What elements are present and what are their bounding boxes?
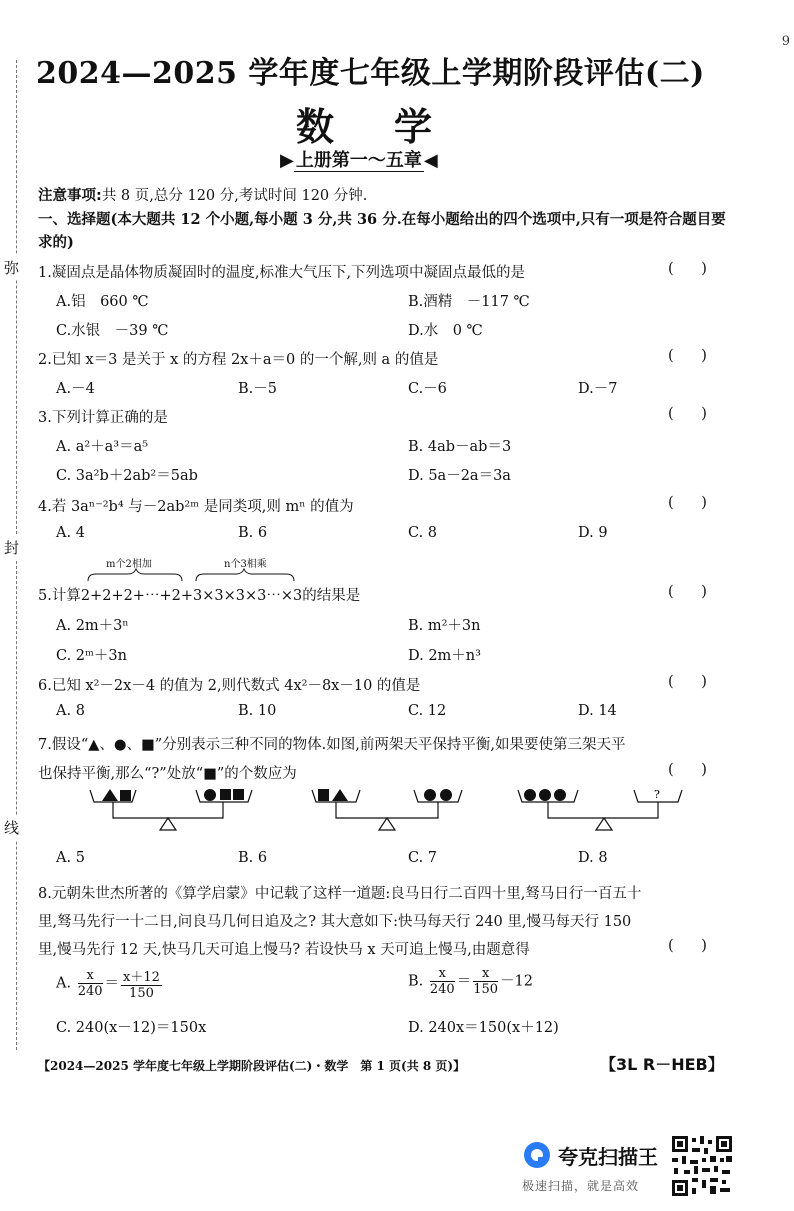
chapter-text: 上册第一～五章 (295, 150, 422, 171)
page-footer: 【2024—2025 学年度七年级上学期阶段评估(二)・数学 第 1 页(共 8 页)】 (38, 1059, 466, 1073)
q1-option-c: C.水银 －39 ℃ (56, 323, 169, 339)
q1-answer-bracket[interactable]: ( ) (668, 261, 707, 277)
notice (38, 184, 367, 205)
fraction: $\frac{x}{240}$ (77, 968, 103, 999)
q7-option-d: D. 8 (578, 850, 608, 866)
scanner-brand: 夸克扫描王 (558, 1145, 658, 1169)
q8-line1: 8.元朝朱世杰所著的《算学启蒙》中记载了这样一道题:良马日行二百四十里,驽马日行一百五十 (38, 886, 642, 902)
q6-option-a: A. 8 (56, 703, 85, 719)
page-corner-number: 9 (781, 34, 790, 49)
scanner-logo-icon (522, 1140, 552, 1170)
q1-stem: 1.凝固点是晶体物质凝固时的温度,标准大气压下,下列选项中凝固点最低的是 (38, 265, 526, 281)
triangle-icon (102, 789, 118, 801)
square-icon (120, 790, 131, 801)
q8-option-c: C. 240(x－12)＝150x (56, 1020, 207, 1036)
q5-option-b: B. m²＋3n (408, 618, 481, 634)
circle-icon (424, 789, 436, 801)
q1-option-d: D.水 0 ℃ (408, 323, 483, 339)
q5-option-d: D. 2m＋n³ (408, 648, 481, 664)
q5-stem: 5.计算2+2+2+⋯+2+3×3×3×3⋯×3的结果是 (38, 588, 361, 604)
q7-option-b: B. 6 (238, 850, 268, 866)
square-icon (220, 789, 231, 800)
square-icon (318, 789, 329, 801)
notice-label: 注意事项: (38, 188, 102, 204)
fraction: $\frac{x}{240}$ (429, 966, 455, 997)
q5-answer-bracket[interactable]: ( ) (668, 584, 707, 600)
section-heading: 一、选择题(本大题共 12 个小题,每小题 3 分,共 36 分.在每小题给出的四个选项中,只有一项是符合题目要求的) (38, 211, 726, 251)
q4-stem: 4.若 3aⁿ⁻²b⁴ 与－2ab²ᵐ 是同类项,则 mⁿ 的值为 (38, 499, 354, 515)
q6-answer-bracket[interactable]: ( ) (668, 674, 707, 690)
q5-brace-label-1: m个2相加 (106, 559, 152, 570)
fraction: $\frac{x+12}{150}$ (121, 966, 162, 1001)
q3-stem: 3.下列计算正确的是 (38, 410, 168, 426)
q2-stem: 2.已知 x＝3 是关于 x 的方程 2x＋a＝0 的一个解,则 a 的值是 (38, 352, 439, 368)
q5-option-c: C. 2ᵐ＋3n (56, 648, 127, 664)
q8-option-b: B. $\frac{x}{240}$ ＝ $\frac{x}{150}$ －12 (408, 966, 533, 997)
q8-b-label: B. (408, 973, 424, 990)
q3-option-d: D. 5a－2a＝3a (408, 468, 511, 484)
question-mark-label: ? (654, 788, 660, 801)
q2-option-a: A.－4 (56, 381, 95, 397)
exam-title: 2024—2025 学年度七年级上学期阶段评估(二) (36, 56, 705, 91)
notice-text: 共 8 页,总分 120 分,考试时间 120 分钟. (101, 188, 368, 204)
circle-icon (204, 789, 216, 801)
q5-braces (86, 568, 302, 582)
binding-char-3: 线 (4, 815, 19, 840)
circle-icon (524, 789, 536, 801)
q4-answer-bracket[interactable]: ( ) (668, 495, 707, 511)
q5-option-a: A. 2m＋3ⁿ (56, 618, 129, 634)
q3-option-c: C. 3a²b＋2ab²＝5ab (56, 468, 198, 484)
triangle-icon (332, 789, 348, 801)
q2-option-b: B.－5 (238, 381, 277, 397)
q2-answer-bracket[interactable]: ( ) (668, 348, 707, 364)
circle-icon (539, 789, 551, 801)
q4-option-a: A. 4 (56, 525, 85, 541)
q3-option-b: B. 4ab－ab＝3 (408, 439, 512, 455)
balance-scale-3 (518, 788, 682, 830)
q8-answer-bracket[interactable]: ( ) (668, 938, 707, 954)
binding-char-2: 封 (4, 535, 19, 560)
qr-code-icon[interactable] (670, 1134, 734, 1198)
q3-answer-bracket[interactable]: ( ) (668, 406, 707, 422)
chapter-range: ▶ 上册第一～五章 ◀ (280, 150, 438, 171)
q4-option-b: B. 6 (238, 525, 268, 541)
q8-option-a: A. $\frac{x}{240}$ ＝ $\frac{x+12}{150}$ (56, 968, 160, 1001)
q8-line3: 里,慢马先行 12 天,快马几天可追上慢马? 若设快马 x 天可追上慢马,由题意得 (38, 942, 530, 958)
q2-option-c: C.－6 (408, 381, 447, 397)
binding-char-1: 弥 (4, 255, 19, 280)
subject-title: 数学 (296, 104, 493, 149)
q7-answer-bracket[interactable]: ( ) (668, 762, 707, 778)
fraction: $\frac{x}{150}$ (473, 966, 499, 997)
q2-option-d: D.－7 (578, 381, 618, 397)
q1-option-b: B.酒精 －117 ℃ (408, 294, 530, 310)
q7-option-a: A. 5 (56, 850, 85, 866)
q1-option-a: A.铝 660 ℃ (56, 294, 149, 310)
q6-option-c: C. 12 (408, 703, 447, 719)
q4-option-c: C. 8 (408, 525, 438, 541)
q7-line1: 7.假设“▲、●、■”分别表示三种不同的物体.如图,前两架天平保持平衡,如果要使第三架天平 (38, 737, 626, 753)
q4-option-d: D. 9 (578, 525, 608, 541)
q5-brace-label-2: n个3相乘 (224, 559, 267, 570)
balance-scale-1 (90, 789, 252, 830)
q7-option-c: C. 7 (408, 850, 438, 866)
q6-option-b: B. 10 (238, 703, 277, 719)
q3-option-a: A. a²＋a³＝a⁵ (56, 439, 149, 455)
circle-icon (554, 789, 566, 801)
q8-line2: 里,驽马先行一十二日,问良马几何日追及之? 其大意如下:快马每天行 240 里,慢马每天行 150 (38, 914, 632, 930)
square-icon (233, 789, 244, 800)
paper-code: 【3L R－HEB】 (600, 1055, 724, 1074)
q8-option-d: D. 240x＝150(x＋12) (408, 1020, 559, 1036)
scanner-slogan: 极速扫描，就是高效 (522, 1179, 640, 1193)
circle-icon (440, 789, 452, 801)
q7-balance-figure (80, 784, 700, 844)
q6-option-d: D. 14 (578, 703, 617, 719)
balance-scale-2 (312, 789, 462, 830)
q7-line2: 也保持平衡,那么“?”处放“■”的个数应为 (38, 766, 297, 782)
q6-stem: 6.已知 x²－2x－4 的值为 2,则代数式 4x²－8x－10 的值是 (38, 678, 421, 694)
q8-a-label: A. (56, 975, 72, 992)
